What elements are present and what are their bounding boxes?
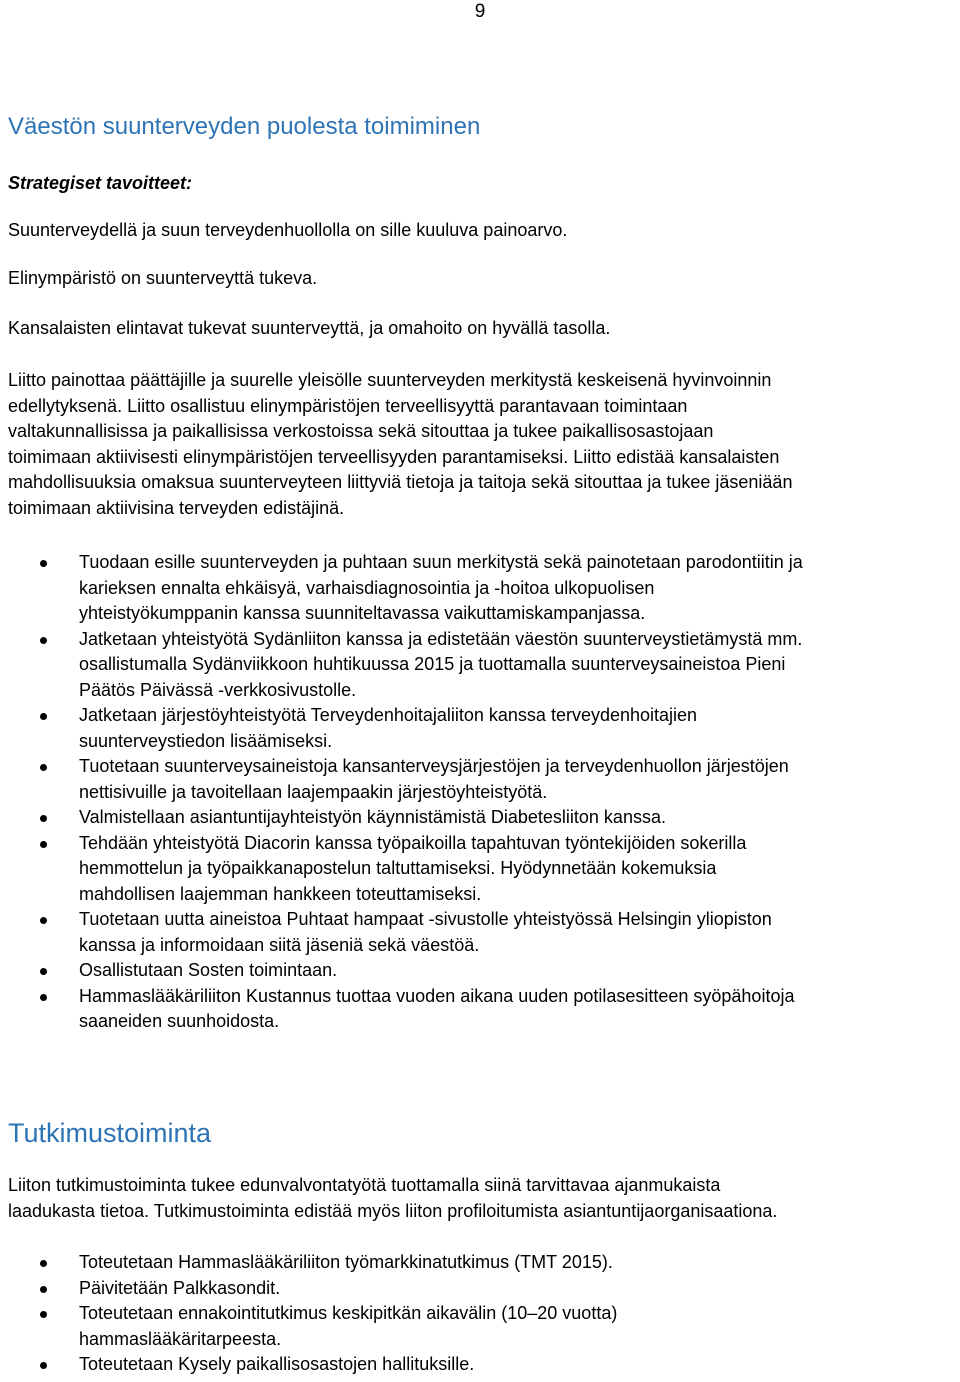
- list-item-line: Valmistellaan asiantuntijayhteistyön käynnistämistä Diabetesliiton kanssa.: [79, 807, 666, 827]
- list-item: [0, 805, 960, 831]
- list-item-line: Jatketaan yhteistyötä Sydänliiton kanssa ja edistetään väestön suunterveystietämystä mm.: [79, 628, 803, 649]
- list-item-line: Tuodaan esille suunterveyden ja puhtaan suun merkitystä sekä painotetaan parodontiitin ja: [79, 552, 803, 572]
- bullet-icon: [40, 968, 47, 975]
- list-item: [0, 1352, 960, 1378]
- list-item: [0, 754, 960, 805]
- paragraph-line: Liiton tutkimustoiminta tukee edunvalvontatyötä tuottamalla siinä tarvittavaa ajanmukaista: [8, 1175, 721, 1195]
- list-item-line: mahdollisen laajemman hankkeen toteuttamiseksi.: [79, 883, 482, 904]
- goal-line: Kansalaisten elintavat tukevat suunterveyttä, ja omahoito on hyvällä tasolla.: [8, 318, 611, 338]
- section2-paragraph: [8, 1173, 960, 1224]
- list-item-line: Osallistutaan Sosten toimintaan.: [79, 960, 338, 980]
- paragraph-line: Liitto painottaa päättäjille ja suurelle yleisölle suunterveyden merkitystä keskeisenä hyvinvoinnin: [8, 370, 772, 390]
- list-item-line: Toteutetaan Kysely paikallisosastojen hallituksille.: [79, 1354, 475, 1374]
- page-number: 9: [474, 1, 486, 22]
- bullet-icon: [40, 713, 47, 720]
- list-item: [0, 1276, 960, 1302]
- section-heading-population-oral-health: Väestön suunterveyden puolesta toimiminen: [8, 113, 481, 140]
- list-item-line: yhteistyökumppanin kanssa suunniteltavassa vaikuttamiskampanjassa.: [79, 603, 646, 623]
- list-item-line: osallistumalla Sydänviikkoon huhtikuussa 2015 ja tuottamalla suunterveysaineistoa Pieni: [79, 654, 786, 674]
- section1-bullet-list: [0, 550, 960, 1035]
- list-item: [0, 958, 960, 984]
- list-item-line: Tehdään yhteistyötä Diacorin kanssa työpaikoilla tapahtuvan työntekijöiden sokerilla: [79, 832, 747, 853]
- list-item-line: hammaslääkäritarpeesta.: [79, 1328, 282, 1349]
- paragraph-line: mahdollisuuksia omaksua suunterveyteen liittyviä tietoja ja taitoja sekä sitouttaa ja tukee jäseniään: [8, 472, 793, 492]
- bullet-icon: [40, 917, 47, 924]
- paragraph-line: valtakunnallisissa ja paikallisissa verkostoissa sekä sitouttaa ja tukee paikallisosastojaan: [8, 421, 714, 441]
- bullet-icon: [40, 994, 47, 1001]
- paragraph-line: toimimaan aktiivisina terveyden edistäjinä.: [8, 497, 345, 518]
- paragraph-line: toimimaan aktiivisesti elinympäristöjen terveellisyyden parantamiseksi. Liitto edistää kansalaisten: [8, 446, 780, 467]
- section1-paragraph: [8, 368, 960, 521]
- bullet-icon: [40, 560, 47, 567]
- list-item: [0, 1250, 960, 1276]
- list-item-line: Toteutetaan ennakointitutkimus keskipitkän aikavälin (10–20 vuotta): [79, 1303, 618, 1323]
- list-item-line: suunterveystiedon lisäämiseksi.: [79, 730, 333, 751]
- bullet-icon: [40, 637, 47, 644]
- section2-bullet-list: [0, 1250, 960, 1378]
- list-item-line: Tuotetaan suunterveysaineistoja kansanterveysjärjestöjen ja terveydenhuollon järjestöjen: [79, 756, 789, 776]
- list-item-line: Jatketaan järjestöyhteistyötä Terveydenhoitajaliiton kanssa terveydenhoitajien: [79, 705, 698, 725]
- list-item: [0, 627, 960, 704]
- bullet-icon: [40, 1260, 47, 1267]
- list-item-line: Hammaslääkäriliiton Kustannus tuottaa vuoden aikana uuden potilasesitteen syöpähoitoja: [79, 985, 795, 1006]
- bullet-icon: [40, 764, 47, 771]
- list-item: [0, 984, 960, 1035]
- list-item: [0, 703, 960, 754]
- list-item: [0, 550, 960, 627]
- list-item-line: saaneiden suunhoidosta.: [79, 1011, 280, 1031]
- section-heading-research: Tutkimustoiminta: [8, 1118, 212, 1148]
- list-item-line: Päätös Päivässä -verkkosivustolle.: [79, 679, 357, 700]
- list-item: [0, 1301, 960, 1352]
- list-item: [0, 907, 960, 958]
- list-item: [0, 831, 960, 908]
- list-item-line: hemmottelun ja työpaikkanapostelun taltuttamiseksi. Hyödynnetään kokemuksia: [79, 858, 717, 878]
- paragraph-line: laadukasta tietoa. Tutkimustoiminta edistää myös liiton profiloitumista asiantuntijaorganisaationa.: [8, 1200, 778, 1221]
- bullet-icon: [40, 1311, 47, 1318]
- list-item-line: Toteutetaan Hammaslääkäriliiton työmarkkinatutkimus (TMT 2015).: [79, 1252, 613, 1272]
- paragraph-line: edellytyksenä. Liitto osallistuu elinympäristöjen terveellisyyttä parantavaan toimintaan: [8, 395, 688, 416]
- goal-line: Elinympäristö on suunterveyttä tukeva.: [8, 268, 318, 288]
- bullet-icon: [40, 841, 47, 848]
- list-item-line: nettisivuille ja tavoitellaan laajempaakin järjestöyhteistyötä.: [79, 781, 548, 802]
- bullet-icon: [40, 1286, 47, 1293]
- list-item-line: Päivitetään Palkkasondit.: [79, 1277, 281, 1298]
- strategic-goals-subheading: Strategiset tavoitteet:: [8, 173, 193, 193]
- goal-line: Suunterveydellä ja suun terveydenhuollolla on sille kuuluva painoarvo.: [8, 220, 568, 240]
- list-item-line: Tuotetaan uutta aineistoa Puhtaat hampaat -sivustolle yhteistyössä Helsingin yliopiston: [79, 909, 772, 929]
- bullet-icon: [40, 1362, 47, 1369]
- list-item-line: kanssa ja informoidaan siitä jäseniä sekä väestöä.: [79, 934, 480, 955]
- bullet-icon: [40, 815, 47, 822]
- list-item-line: karieksen ennalta ehkäisyä, varhaisdiagnosointia ja -hoitoa ulkopuolisen: [79, 577, 655, 598]
